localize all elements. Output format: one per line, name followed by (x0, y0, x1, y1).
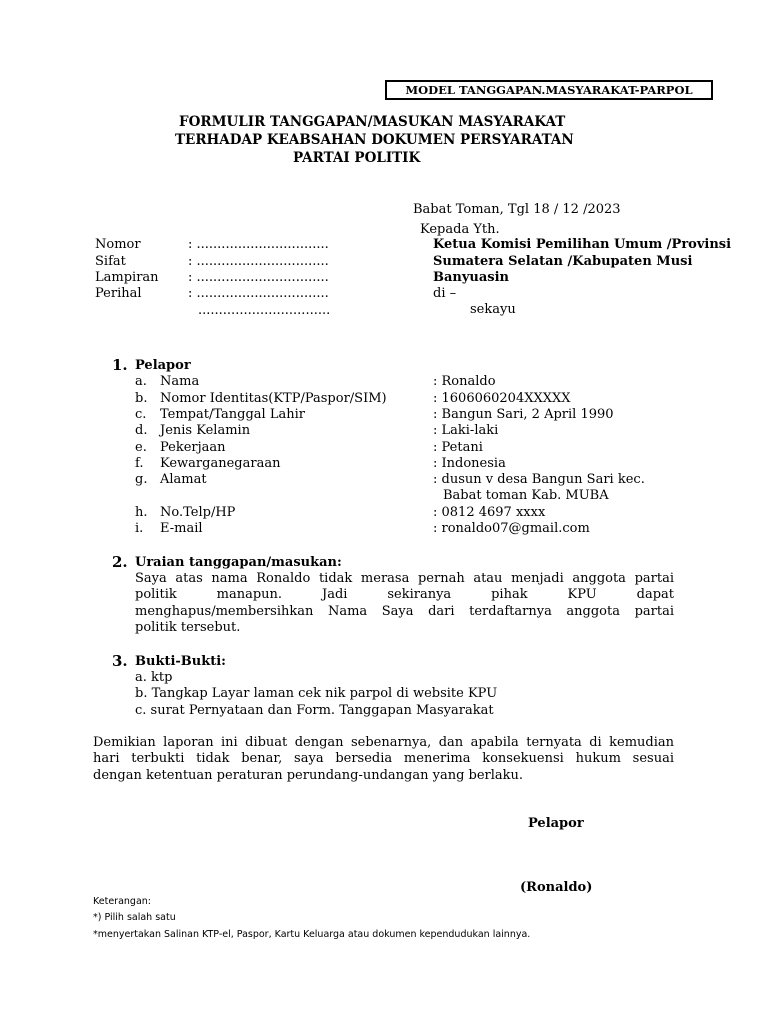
item-value-identitas: : 1606060204XXXXX (433, 391, 571, 406)
title-line-2: TERHADAP KEABSAHAN DOKUMEN PERSYARATAN (175, 132, 574, 148)
closing-line-2: hari terbukti tidak benar, saya bersedia menerima konsekuensi hukum sesuai (93, 751, 674, 767)
signature-name: (Ronaldo) (520, 880, 593, 895)
evidence-item-a: a. ktp (135, 670, 173, 685)
item-label-pekerjaan: Pekerjaan (160, 440, 226, 455)
section-2-number: 2. (112, 553, 128, 571)
item-label-email: E-mail (160, 521, 203, 536)
section-2-line-2: politik manapun. Jadi sekiranya pihak KPU dapat (135, 587, 674, 603)
section-2-line-3: menghapus/membersihkan Nama Saya dari terdaftarnya anggota partai (135, 603, 674, 619)
field-value-nomor: : ................................ (188, 237, 329, 252)
item-value-alamat: : dusun v desa Bangun Sari kec. (433, 472, 645, 487)
field-label-perihal: Perihal (95, 286, 142, 301)
item-value-nama: : Ronaldo (433, 374, 496, 389)
item-label-jenis-kelamin: Jenis Kelamin (160, 423, 251, 438)
notes-line-1: *) Pilih salah satu (93, 912, 176, 923)
item-letter-c: c. (135, 407, 147, 422)
item-letter-b: b. (135, 391, 148, 406)
section-3-heading: Bukti-Bukti: (135, 654, 226, 669)
notes-heading: Keterangan: (93, 896, 151, 907)
section-2-body (135, 571, 674, 636)
item-value-pekerjaan: : Petani (433, 440, 483, 455)
field-value-perihal: : ................................ (188, 286, 329, 301)
closing-paragraph (93, 735, 674, 784)
item-value-jenis-kelamin: : Laki-laki (433, 423, 499, 438)
signature-label: Pelapor (528, 816, 584, 831)
field-label-sifat: Sifat (95, 254, 126, 269)
section-1-number: 1. (112, 356, 128, 374)
item-letter-h: h. (135, 505, 148, 520)
item-label-alamat: Alamat (160, 472, 207, 487)
item-label-nama: Nama (160, 374, 200, 389)
field-label-lampiran: Lampiran (95, 270, 159, 285)
title-line-1: FORMULIR TANGGAPAN/MASUKAN MASYARAKAT (179, 114, 566, 130)
item-value-email: : ronaldo07@gmail.com (433, 521, 590, 536)
date-line: Babat Toman, Tgl 18 / 12 /2023 (413, 202, 621, 217)
notes-line-2: *menyertakan Salinan KTP-el, Paspor, Kartu Keluarga atau dokumen kependudukan lainnya. (93, 929, 531, 940)
item-label-kewarganegaraan: Kewarganegaraan (160, 456, 281, 471)
field-label-nomor: Nomor (95, 237, 141, 252)
recipient-line-3: Banyuasin (433, 270, 510, 285)
item-letter-e: e. (135, 440, 147, 455)
model-label: MODEL TANGGAPAN.MASYARAKAT-PARPOL (405, 83, 693, 97)
evidence-item-c: c. surat Pernyataan dan Form. Tanggapan Masyarakat (135, 703, 494, 718)
section-2-heading: Uraian tanggapan/masukan: (135, 555, 342, 570)
item-label-ttl: Tempat/Tanggal Lahir (160, 407, 305, 422)
item-letter-a: a. (135, 374, 147, 389)
recipient-di: di – (433, 286, 457, 301)
title-line-3: PARTAI POLITIK (293, 150, 421, 166)
item-value-kewarganegaraan: : Indonesia (433, 456, 506, 471)
item-value-ttl: : Bangun Sari, 2 April 1990 (433, 407, 614, 422)
item-label-telp: No.Telp/HP (160, 505, 236, 520)
model-label-box (385, 80, 713, 100)
section-2-line-1: Saya atas nama Ronaldo tidak merasa pernah atau menjadi anggota partai (135, 571, 674, 586)
item-letter-i: i. (135, 521, 144, 536)
item-value-alamat-cont: Babat toman Kab. MUBA (443, 488, 609, 503)
recipient-place: sekayu (470, 302, 516, 317)
field-value-sifat: : ................................ (188, 254, 329, 269)
item-label-identitas: Nomor Identitas(KTP/Paspor/SIM) (160, 391, 387, 406)
item-letter-d: d. (135, 423, 148, 438)
field-value-perihal-extra: ................................ (198, 303, 331, 318)
field-value-lampiran: : ................................ (188, 270, 329, 285)
section-3-number: 3. (112, 652, 128, 670)
recipient-salutation: Kepada Yth. (420, 222, 500, 237)
item-letter-g: g. (135, 472, 148, 487)
closing-line-3: dengan ketentuan peraturan perundang-undangan yang berlaku. (93, 767, 524, 783)
item-value-telp: : 0812 4697 xxxx (433, 505, 546, 520)
closing-line-1: Demikian laporan ini dibuat dengan sebenarnya, dan apabila ternyata di kemudian (93, 735, 674, 750)
section-1-heading: Pelapor (135, 358, 191, 373)
item-letter-f: f. (135, 456, 144, 471)
recipient-line-2: Sumatera Selatan /Kabupaten Musi (433, 254, 693, 269)
evidence-item-b: b. Tangkap Layar laman cek nik parpol di website KPU (135, 686, 498, 701)
section-2-line-4: politik tersebut. (135, 619, 241, 635)
recipient-line-1: Ketua Komisi Pemilihan Umum /Provinsi (433, 237, 732, 252)
